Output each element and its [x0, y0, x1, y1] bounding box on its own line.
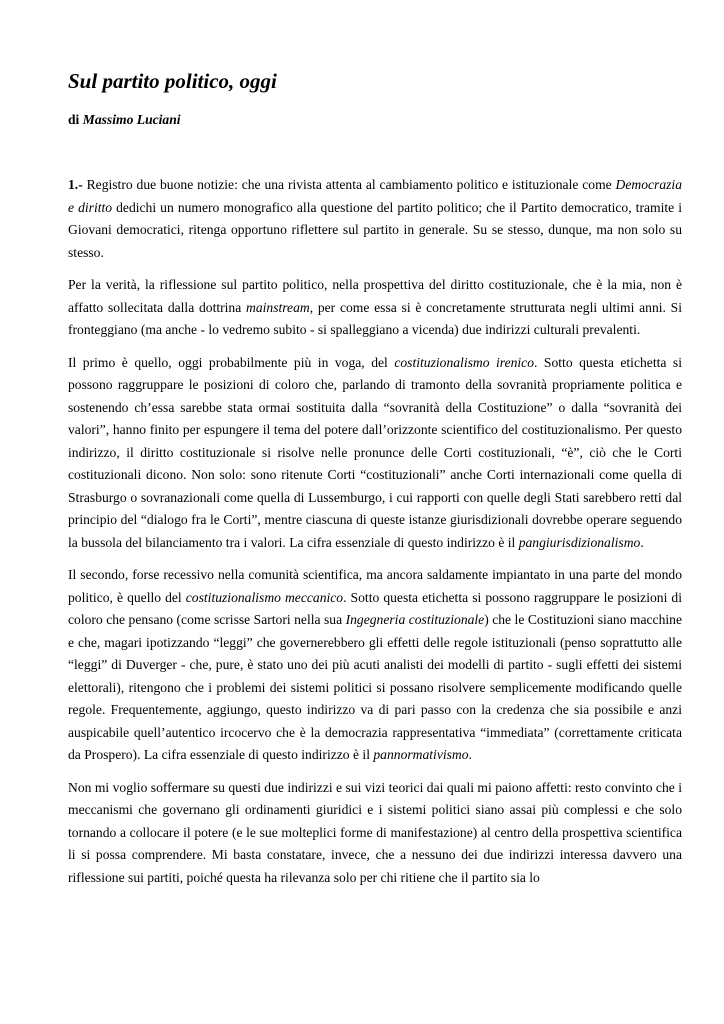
byline-prefix: di [68, 112, 80, 127]
byline [68, 110, 682, 130]
text-segment-italic: pannormativismo [373, 747, 469, 762]
text-segment: dedichi un numero monografico alla questione del partito politico; che il Partito democratico, tramite i Giovani democratici, ritenga opportuno riflettere sul partito in generale. Su se stesso, dunque, ma non solo su stesso. [68, 199, 682, 260]
body-text [68, 174, 682, 889]
text-segment: Registro due buone notizie: che una rivista attenta al cambiamento politico e istituzionale come [82, 177, 616, 192]
paragraph-5 [68, 777, 682, 890]
text-segment: Il secondo, forse recessivo nella comunità scientifica, ma ancora saldamente impiantato in una parte del mondo politico, è quello del [68, 567, 682, 605]
text-segment: . [468, 747, 472, 762]
paragraph-1 [68, 174, 682, 264]
section-number: 1.- [68, 177, 83, 192]
text-segment-italic: Ingegneria costituzionale [345, 612, 485, 627]
text-segment: . Sotto questa etichetta si possono raggruppare le posizioni di coloro che, parlando di tramonto della sovranità propriamente politica e sostenendo ch’essa sarebbe stata ormai sostituita dalla “sovranità della Costituzione” o dalla “sovranità dei valori”, hanno finito per espungere il tema del potere dall’orizzonte scientifico del costituzionalismo. Per questo indirizzo, il diritto costituzionale si risolve nelle pronunce delle Corti costituzionali, “è”, ciò che le Corti costituzionali dicono. Non solo: sono ritenute Corti “costituzionali” anche Corti internazionali come quella di Strasburgo o sovranazionali come quella di Lussemburgo, i cui rapporti con quelle degli Stati sarebbero retti dal principio del “dialogo fra le Corti”, mentre ciascuna di queste istanze giurisdizionali dovrebbe operare seguendo la bussola del bilanciamento tra i valori. La cifra essenziale di questo indirizzo è il [68, 354, 682, 550]
text-segment: , per come essa si è concretamente strutturata negli ultimi anni. Si fronteggiano (ma anche - lo vedremo subito - si spalleggiano a vicenda) due indirizzi culturali prevalenti. [68, 299, 682, 337]
text-segment: ) che le Costituzioni siano macchine e che, magari ipotizzando “leggi” che governerebbero gli effetti delle regole istituzionali (penso soprattutto alle “leggi” di Duverger - che, pure, è stato uno dei più acuti analisti dei modelli di partito - sugli effetti dei sistemi elettorali), ritengono che i problemi dei sistemi politici si possano risolvere semplicemente modificando quelle regole. Frequentemente, aggiungo, questo indirizzo va di pari passo con la credenza che sia possibile e anzi auspicabile quell’autentico ircocervo che è la democrazia rappresentativa “immediata” (correttamente criticata da Prospero). La cifra essenziale di questo indirizzo è il [68, 612, 682, 762]
text-segment: Non mi voglio soffermare su questi due indirizzi e sui vizi teorici dai quali mi paiono affetti: resto convinto che i meccanismi che governano gli ordinamenti giuridici e i sistemi politici siano assai più complessi e che solo tornando a collocare il potere (e le sue molteplici forme di manifestazione) al centro della prospettiva scientifica li si possa comprendere. Mi basta constatare, invece, che a nessuno dei due indirizzi interessa davvero una riflessione sui partiti, poiché questa ha rilevanza solo per chi ritiene che il partito sia lo [68, 779, 682, 885]
text-segment: Per la verità, la riflessione sul partito politico, nella prospettiva del diritto costituzionale, che è la mia, non è affatto sollecitata dalla dottrina [68, 277, 682, 315]
author-name: Massimo Luciani [82, 112, 181, 127]
text-segment-italic: mainstream [246, 299, 310, 315]
paragraph-2 [68, 274, 682, 342]
text-segment-italic: Democrazia e diritto [68, 177, 682, 215]
text-segment-italic: costituzionalismo meccanico [185, 589, 344, 605]
document-page [68, 66, 682, 899]
text-segment: Il primo è quello, oggi probabilmente più in voga, del [68, 354, 395, 370]
text-segment: . [640, 534, 644, 550]
text-segment: . Sotto questa etichetta si possono raggruppare le posizioni di coloro che pensano (come scrisse Sartori nella sua [68, 589, 682, 627]
paragraph-4 [68, 564, 682, 767]
paragraph-3 [68, 352, 682, 555]
document-title: Sul partito politico, oggi [68, 69, 277, 93]
text-segment-italic: pangiurisdizionalismo [518, 534, 641, 550]
text-segment-italic: costituzionalismo irenico [394, 354, 535, 370]
